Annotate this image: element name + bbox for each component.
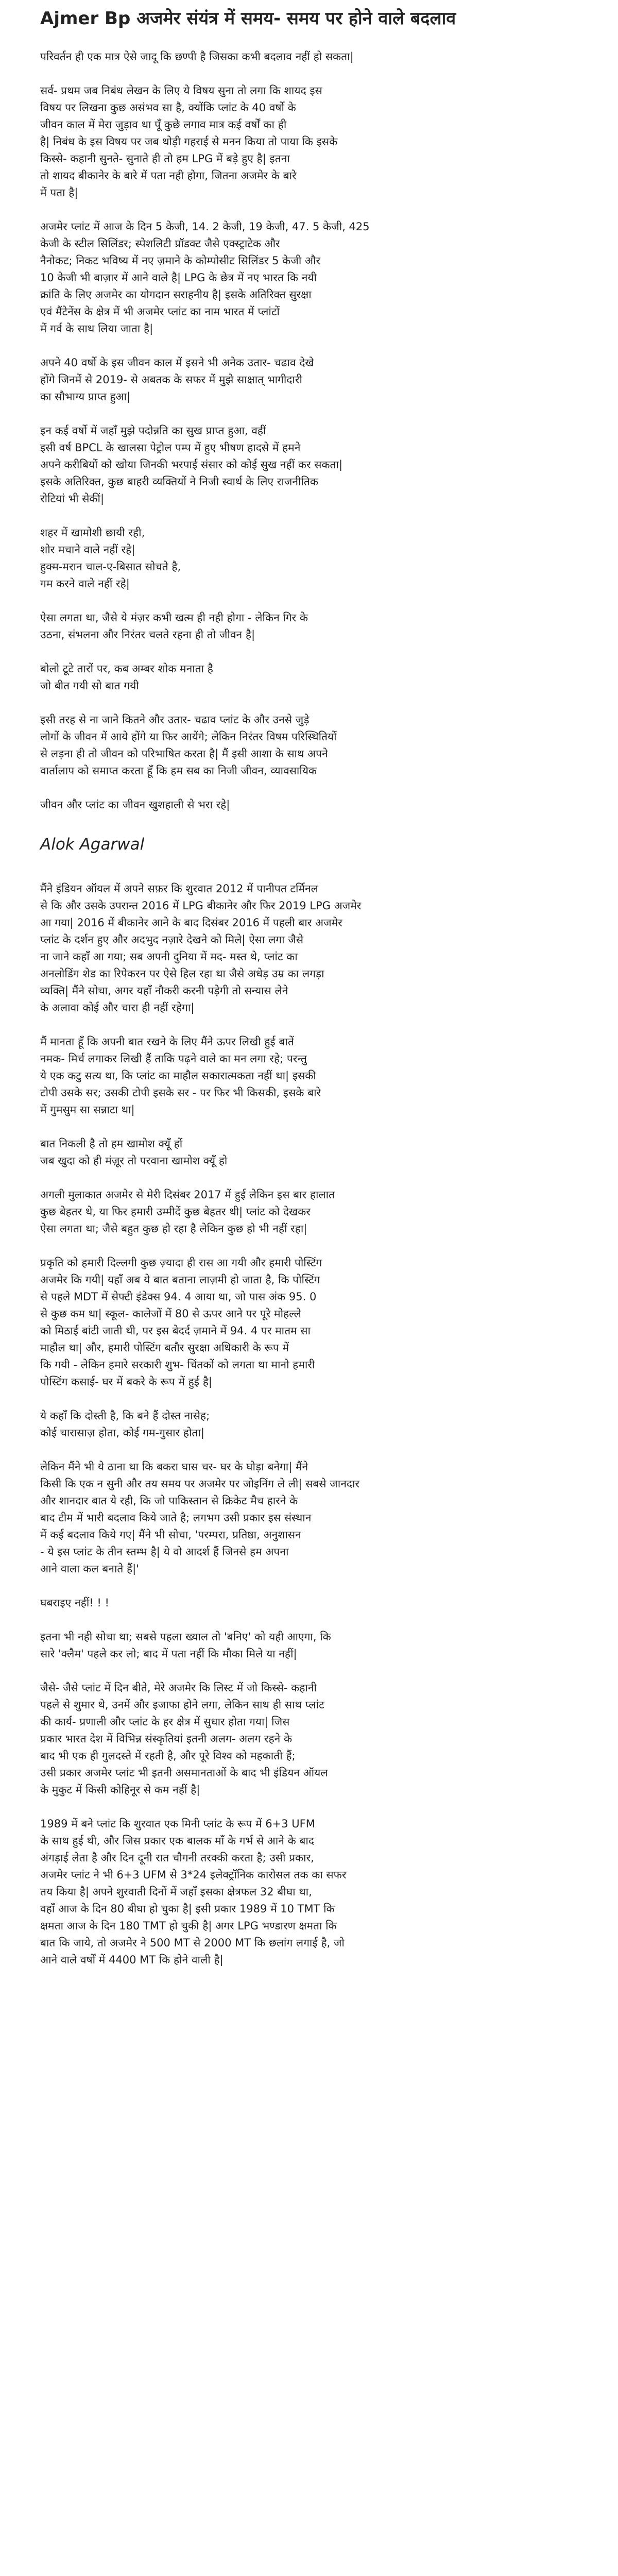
paragraph-line: रोटियां भी सेकीं| — [40, 493, 105, 505]
paragraph-line: जीवन काल में मेरा जुड़ाव था पूँ कुछे लगाव मात्र कई वर्षों का ही — [40, 118, 287, 131]
paragraph-line: हुक्म-मरान चाल-ए-बिसात सोचते है, — [40, 561, 181, 573]
paragraph-line: जब खुदा को ही मंज़ूर तो परवाना खामोश क्यूँ हो — [40, 1155, 228, 1167]
paragraph-line: में कई बदलाव किये गए| मैंने भी सोचा, 'परम्परा, प्रतिष्ठा, अनुशासन — [40, 1529, 301, 1541]
paragraph-line: ये कहाँ कि दोस्ती है, कि बने हैं दोस्त नासेह; — [40, 1410, 210, 1422]
paragraph-line: इसके अतिरिक्त, कुछ बाहरी व्यक्तियों ने निजी स्वार्थ के लिए राजनीतिक — [40, 476, 319, 488]
paragraph — [40, 354, 578, 405]
paragraph-line: बाद भी एक ही गुलदस्ते में रहती है, और पूरे विश्व को महकाती हैं; — [40, 1750, 296, 1762]
paragraph-line: नैनोकट; निकट भविष्य में नए ज़माने के कोम्पोसीट सिलिंडर 5 केजी और — [40, 255, 321, 267]
paragraph — [40, 609, 578, 643]
paragraph-line: के मुकुट में किसी कोहिनूर से कम नहीं है| — [40, 1784, 200, 1796]
paragraph-line: इसी तरह से ना जाने कितने और उतार- चढाव प्लांट के और उनसे जुड़े — [40, 714, 310, 726]
paragraph-line: उठना, संभलना और निरंतर चलते रहना ही तो जीवन है| — [40, 629, 255, 641]
paragraph — [40, 711, 578, 779]
paragraph-line: शोर मचाने वाले नहीं रहे| — [40, 544, 135, 556]
paragraph-line: परिवर्तन ही एक मात्र ऐसे जादू कि छण्पी है जिसका कभी बदलाव नहीं हो सकता| — [40, 50, 354, 63]
paragraph-line: ना जाने कहाँ आ गया; सब अपनी दुनिया में मद- मस्त थे, प्लांट का — [40, 951, 298, 963]
paragraph-line: होंगे जिनमें से 2019- से अबतक के सफर में मुझे साक्षात् भागीदारी — [40, 374, 302, 386]
paragraph-line: अपने करीबियों को खोया जिनकी भरपाई संसार को कोई सुख नहीं कर सकता| — [40, 459, 343, 471]
paragraph-line: तो शायद बीकानेर के बारे में पता नही होगा, जितना अजमेर के बारे — [40, 170, 297, 182]
paragraph-line: अपने 40 वर्षो के इस जीवन काल में इसने भी अनेक उतार- चढाव देखे — [40, 357, 314, 369]
paragraph-line: लेकिन मैंने भी ये ठाना था कि बकरा घास चर- घर के घोड़ा बनेगा| मैंने — [40, 1461, 308, 1473]
author-name: Alok Agarwal — [40, 835, 145, 854]
paragraph-line: से लड़ना ही तो जीवन को परिभाषित करता है| मैं इसी आशा के साथ अपने — [40, 748, 328, 760]
paragraph — [40, 1595, 578, 1612]
paragraph-line: केजी के स्टील सिलिंडर; स्पेशलिटी प्रॉडक्ट जैसे एक्स्ट्राटेक और — [40, 238, 280, 250]
paragraph-line: में पता है| — [40, 187, 78, 199]
paragraph-line: अजमेर प्लांट में आज के दिन 5 केजी, 14. 2 केजी, 19 केजी, 47. 5 केजी, 425 — [40, 221, 370, 233]
paragraph-line: इन कई वर्षो में जहाँ मुझे पदोन्नति का सुख प्राप्त हुआ, वहीं — [40, 425, 266, 437]
paragraph-line: से पहले MDT में सेफ्टी इंडेक्स 94. 4 आया था, जो पास अंक 95. 0 — [40, 1291, 317, 1303]
paragraph-line: क्षमता आज के दिन 180 TMT हो चुकी है| अगर LPG भण्डारण क्षमता कि — [40, 1920, 337, 1932]
paragraph — [40, 524, 578, 592]
paragraph-line: पहले से शुमार थे, उनमें और इजाफा होने लगा, लेकिन साथ ही साथ प्लांट — [40, 1699, 324, 1711]
paragraph — [40, 1459, 578, 1578]
paragraph-line: - ये इस प्लांट के तीन स्तम्भ है| ये वो आदर्श हैं जिनसे हम अपना — [40, 1546, 289, 1558]
paragraph-line: सारे 'क्लैम' पहले कर लो; बाद में पता नहीं कि मौका मिले या नहीं| — [40, 1648, 297, 1660]
paragraph-line: तय किया है| अपने शुरवाती दिनों में जहाँ इसका क्षेत्रफल 32 बीघा था, — [40, 1886, 312, 1898]
paragraph-line: शहर में खामोशी छायी रही, — [40, 527, 145, 539]
paragraph-line: के साथ हुई थी, और जिस प्रकार एक बालक माँ के गर्भ से आने के बाद — [40, 1835, 314, 1847]
paragraph-line: में गर्व के साथ लिया जाता है| — [40, 323, 153, 335]
paragraph-line: कोई चारासाज़ होता, कोई गम-गुसार होता| — [40, 1427, 204, 1439]
paragraph-line: वहाँ आज के दिन 80 बीघा हो चुका है| इसी प्रकार 1989 में 10 TMT कि — [40, 1903, 335, 1915]
paragraph — [40, 1816, 578, 1969]
paragraph — [40, 48, 578, 65]
paragraph-line: आने वाले वर्षों में 4400 MT कि होने वाली है| — [40, 1954, 224, 1966]
paragraph-line: सर्व- प्रथम जब निबंध लेखन के लिए ये विषय सुना तो लगा कि शायद इस — [40, 84, 322, 97]
paragraph-line: मैं मानता हूँ कि अपनी बात रखने के लिए मैंने ऊपर लिखी हुई बातें — [40, 1036, 294, 1048]
paragraph-line: है| निबंध के इस विषय पर जब थोड़ी गहराई से मनन किया तो पाया कि इसके — [40, 135, 338, 148]
paragraph-line: कि गयी - लेकिन हमारे सरकारी शुभ- चिंतकों को लगता था मानो हमारी — [40, 1359, 315, 1371]
paragraph-line: इसी वर्ष BPCL के खालसा पेट्रोल पम्प में हुए भीषण हादसे में हमने — [40, 442, 301, 454]
paragraph-line: बात कि जाये, तो अजमेर ने 500 MT से 2000 MT कि छलांग लगाई है, जो — [40, 1937, 345, 1949]
paragraph-line: आ गया| 2016 में बीकानेर आने के बाद दिसंबर 2016 में पहली बार अजमेर — [40, 917, 342, 929]
paragraph — [40, 660, 578, 694]
paragraph-line: जो बीत गयी सो बात गयी — [40, 680, 139, 692]
paragraph-line: इतना भी नही सोचा था; सबसे पहला ख्याल तो 'बनिए' को यही आएगा, कि — [40, 1631, 331, 1643]
paragraph — [40, 1136, 578, 1170]
paragraph-line: किस्से- कहानी सुनते- सुनाते ही तो हम LPG में बड़े हुए है| इतना — [40, 152, 290, 165]
paragraph-line: 1989 में बने प्लांट कि शुरवात एक मिनी प्लांट के रूप में 6+3 UFM — [40, 1818, 315, 1830]
paragraph — [40, 1187, 578, 1238]
paragraph-line: बाद टीम में भारी बदलाव किये जाते है; लगभग उसी प्रकार इस संस्थान — [40, 1512, 312, 1524]
paragraph-line: उसी प्रकार अजमेर प्लांट भी इतनी असमानताओं के बाद भी इंडियन ऑयल — [40, 1767, 328, 1779]
paragraph-line: 10 केजी भी बाज़ार में आने वाले है| LPG के छेत्र में नए भारत कि नयी — [40, 272, 317, 284]
paragraph — [40, 880, 578, 1016]
paragraph-line: प्लांट के दर्शन हुए और अदभुद नज़ारे देखने को मिले| ऐसा लगा जैसे — [40, 934, 304, 946]
paragraph — [40, 218, 578, 337]
paragraph-line: से कि और उसके उपरान्त 2016 में LPG बीकानेर और फिर 2019 LPG अजमेर — [40, 900, 362, 912]
paragraph — [40, 1629, 578, 1663]
paragraph-line: की कार्य- प्रणाली और प्लांट के हर क्षेत्र में सुधार होता गया| जिस — [40, 1716, 290, 1728]
paragraph-line: प्रकार भारत देश में विभिन्न संस्कृतियां इतनी अलग- अलग रहने के — [40, 1733, 293, 1745]
paragraph-line: वार्तालाप को समाप्त करता हूँ कि हम सब का निजी जीवन, व्यावसायिक — [40, 765, 317, 777]
paragraph-line: माहौल था| और, हमारी पोस्टिंग बतौर सुरक्षा अधिकारी के रूप में — [40, 1342, 289, 1354]
paragraph — [40, 82, 578, 201]
paragraph-line: ऐसा लगता था, जैसे ये मंज़र कभी खत्म ही नही होगा - लेकिन गिर के — [40, 612, 308, 624]
paragraph-line: अजमेर कि गयी| यहाँ अब ये बात बताना लाज़मी हो जाता है, कि पोस्टिंग — [40, 1274, 320, 1286]
paragraph-line: को मिठाई बांटी जाती थी, पर इस बेदर्द ज़माने में 94. 4 पर मातम सा — [40, 1325, 311, 1337]
paragraph-line: जीवन और प्लांट का जीवन खुशहाली से भरा रहे| — [40, 799, 230, 811]
paragraph-line: के अलावा कोई और चारा ही नहीं रहेगा| — [40, 1002, 195, 1014]
page-title: Ajmer Bp अजमेर संयंत्र में समय- समय पर होने वाले बदलाव — [40, 8, 456, 29]
paragraph-line: ये एक कटु सत्य था, कि प्लांट का माहौल सकारात्मकता नहीं था| इसकी — [40, 1070, 316, 1082]
paragraph-line: क्रांति के लिए अजमेर का योगदान सराहनीय है| इसके अतिरिक्त सुरक्षा — [40, 289, 312, 301]
paragraph-line: का सौभाग्य प्राप्त हुआ| — [40, 391, 131, 403]
article-body-part-1 — [40, 48, 578, 814]
paragraph-line: अजमेर प्लांट ने भी 6+3 UFM से 3*24 इलेक्ट्रॉनिक कारोसल तक का सफर — [40, 1869, 347, 1881]
paragraph-line: मैंने इंडियन ऑयल में अपने सफ़र कि शुरवात 2012 में पानीपत टर्मिनल — [40, 883, 318, 895]
paragraph-line: से कुछ कम था| स्कूल- कालेजों में 80 से ऊपर आने पर पूरे मोहल्ले — [40, 1308, 301, 1320]
paragraph-line: व्यक्ति| मैंने सोचा, अगर यहाँ नौकरी करनी पड़ेगी तो सन्यास लेने — [40, 985, 288, 997]
paragraph-line: में गुमसुम सा सन्नाटा था| — [40, 1104, 135, 1116]
paragraph-line: टोपी उसके सर; उसकी टोपी इसके सर - पर फिर भी किसकी, इसके बारे — [40, 1087, 321, 1099]
paragraph-line: बोलो टूटे तारों पर, कब अम्बर शोक मनाता है — [40, 663, 213, 675]
paragraph-line: ऐसा लगता था; जैसे बहुत कुछ हो रहा है लेकिन कुछ हो भी नहीं रहा| — [40, 1223, 307, 1235]
paragraph — [40, 422, 578, 507]
paragraph-line: एवं मैंटेनेंस के क्षेत्र में भी अजमेर प्लांट का नाम भारत में प्लांटों — [40, 306, 280, 318]
paragraph-line: गम करने वाले नहीं रहे| — [40, 578, 130, 590]
paragraph — [40, 1680, 578, 1799]
paragraph-line: अनलोडिंग शेड का रिपेकरन पर ऐसे हिल रहा था जैसे अधेड़ उम्र का लगड़ा — [40, 968, 324, 980]
paragraph-line: प्रकृति को हमारी दिल्लगी कुछ ज़्यादा ही रास आ गयी और हमारी पोस्टिंग — [40, 1257, 322, 1269]
paragraph-line: और शानदार बात ये रही, कि जो पाकिस्तान से क्रिकेट मैच हारने के — [40, 1495, 298, 1507]
paragraph-line: अगली मुलाकात अजमेर से मेरी दिसंबर 2017 में हुई लेकिन इस बार हालात — [40, 1189, 335, 1201]
paragraph-line: घबराइए नहीं! ! ! — [40, 1597, 109, 1609]
paragraph-line: पोस्टिंग कसाई- घर में बकरे के रूप में हुई है| — [40, 1376, 212, 1388]
paragraph — [40, 1255, 578, 1391]
paragraph — [40, 1408, 578, 1442]
paragraph-line: आने वाला कल बनाते हैं|' — [40, 1563, 140, 1575]
paragraph-line: किसी कि एक न सुनी और तय समय पर अजमेर पर जोइनिंग ले ली| सबसे जानदार — [40, 1478, 360, 1490]
paragraph-line: कुछ बेहतर थे, या फिर हमारी उम्मीदें कुछ बेहतर थी| प्लांट को देखकर — [40, 1206, 311, 1218]
article-body-part-2 — [40, 880, 578, 1969]
paragraph-line: जैसे- जैसे प्लांट में दिन बीते, मेरे अजमेर कि लिस्ट में जो किस्से- कहानी — [40, 1682, 317, 1694]
paragraph — [40, 1033, 578, 1118]
paragraph-line: विषय पर लिखना कुछ असंभव सा है, क्योंकि प्लांट के 40 वर्षो के — [40, 101, 296, 114]
paragraph-line: लोगों के जीवन में आये होंगे या फिर आयेंगे; लेकिन निरंतर विषम परिस्थितियों — [40, 731, 337, 743]
paragraph — [40, 796, 578, 814]
paragraph-line: नमक- मिर्च लगाकर लिखी हैं ताकि पढ़ने वाले का मन लगा रहे; परन्तु — [40, 1053, 307, 1065]
paragraph-line: अंगड़ाई लेता है और दिन दूनी रात चौगनी तरक्की करता है; उसी प्रकार, — [40, 1852, 314, 1864]
paragraph-line: बात निकली है तो हम खामोश क्यूँ हों — [40, 1138, 183, 1150]
